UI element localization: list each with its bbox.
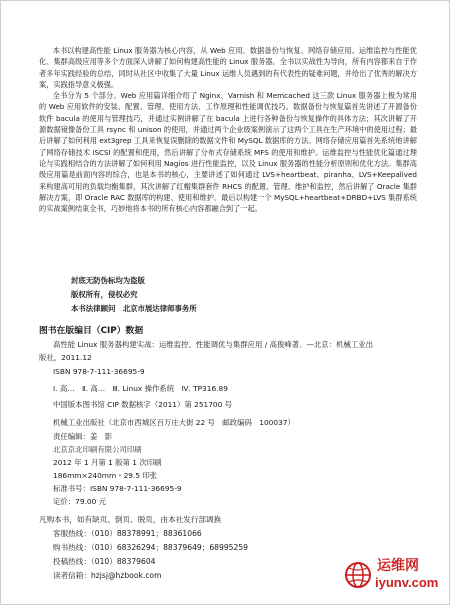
cip-isbn: ISBN 978-7-111-36695-9 xyxy=(53,367,145,376)
defect-exchange-notice: 凡购本书，如有缺页、倒页、脱页，由本社发行部调换 xyxy=(39,515,222,524)
format-info: 186mm×240mm・29.5 印张 xyxy=(53,471,158,480)
price: 定价：79.00 元 xyxy=(53,497,107,506)
globe-logo-icon xyxy=(343,557,373,593)
description-paragraph-2: 全书分为 5 个部分。Web 应用篇详细介绍了 Nginx、Varnish 和 Memcached 这三款 Linux 服务器上极为常用的 Web 应用软件的安装、配置、管理、使用方法、工作原理和性能调优技巧。数据备份与恢复篇首先讲述了开源备份软件 bacula 的使用与管理技巧，并通过实例讲解了在 bacula 上进行各种备份与恢复操作的具体方法；其次讲解了开源数据镜像备份工具 rsync 和 unison 的使用，并通过两个企业级案例演示了这两个工具在生产环境中的使用过程；最后讲解了如何利用 ext3grep 工具来恢复误删除的数据文件和 MySQL 数据库的方法。网络存储应用篇首先系统地讲解了网络存储技术 iSCSI 的配置和使用，然后讲解了分布式存储系统 MFS 的使用和维护。运维监控与性能优化篇通过理论与实践相结合的方法讲解了如何利用 Nagios 进行性能监控，以及 Linux 服务器的性能分析原则和优化方法。集群高级应用篇是前面内容的综合，也是本书的核心，主要讲述了如何通过 LVS+heartbeat、piranha、LVS+Keepalived 来构建高可用的负载均衡集群，其次讲解了红帽集群套件 RHCS 的配置、管理、维护和监控，然后讲解了 Oracle 集群解决方案，即 Oracle RAC 数据库的构建、使用和维护。最后以构建一个 MySQL+heartbeat+DRBD+LVS 集群系统的实战案例结束全书，巧妙地将本书的所有核心内容都融合到了一起。 xyxy=(39,91,417,214)
cip-data-number: 中国版本图书馆 CIP 数据核字（2011）第 251700 号 xyxy=(53,400,233,409)
copyright-notice: 版权所有，侵权必究 xyxy=(71,290,138,299)
standard-book-number: 标准书号：ISBN 978-7-111-36695-9 xyxy=(53,484,182,493)
publisher-address: 机械工业出版社（北京市西城区百万庄大街 22 号 邮政编码 100037） xyxy=(53,418,295,427)
legal-counsel: 本书法律顾问 北京市展达律师事务所 xyxy=(71,304,197,313)
printer: 北京京北印刷有限公司印刷 xyxy=(53,445,142,454)
book-description xyxy=(39,45,417,214)
cip-record-line-2: 版社，2011.12 xyxy=(39,353,92,362)
purchase-hotline: 购书热线：（010）68326294；88379649；68995259 xyxy=(53,543,248,552)
cip-classification: Ⅰ. 高… Ⅱ. 高… Ⅲ. Linux 操作系统 Ⅳ. TP316.89 xyxy=(53,384,228,393)
cip-title: 图书在版编目（CIP）数据 xyxy=(39,326,144,336)
anti-piracy-notice: 封底无防伪标均为盗版 xyxy=(71,276,145,285)
cip-record-line-1: 高性能 Linux 服务器构建实战：运维监控、性能调优与集群应用 / 高俊峰著．—北京：机械工业出 xyxy=(53,340,374,349)
reader-email: 读者信箱：hzjsj@hzbook.com xyxy=(53,571,162,580)
site-watermark xyxy=(343,555,439,597)
service-hotline: 客服热线：（010）88378991；88361066 xyxy=(53,529,202,538)
watermark-title: 运维网 xyxy=(377,557,419,573)
edition-info: 2012 年 1 月第 1 版第 1 次印刷 xyxy=(53,458,162,467)
watermark-url: iyunv.com xyxy=(375,575,439,590)
responsible-editor: 责任编辑：姜 影 xyxy=(53,432,113,441)
submission-hotline: 投稿热线：（010）88379604 xyxy=(53,557,156,566)
description-paragraph-1: 本书以构建高性能 Linux 服务器为核心内容，从 Web 应用、数据备份与恢复、网络存储应用、运维监控与性能优化、集群高级应用等多个方面深入讲解了如何构建高性能的 Linux 服务器。全书以实战性为导向，所有内容都来自于作者多年实践经验的总结，同时从社区中收集了大量 Linux 运维人员遇到的有代表性的疑难问题，并给出了优秀的解决方案，实践指导意义极强。 xyxy=(39,46,417,89)
